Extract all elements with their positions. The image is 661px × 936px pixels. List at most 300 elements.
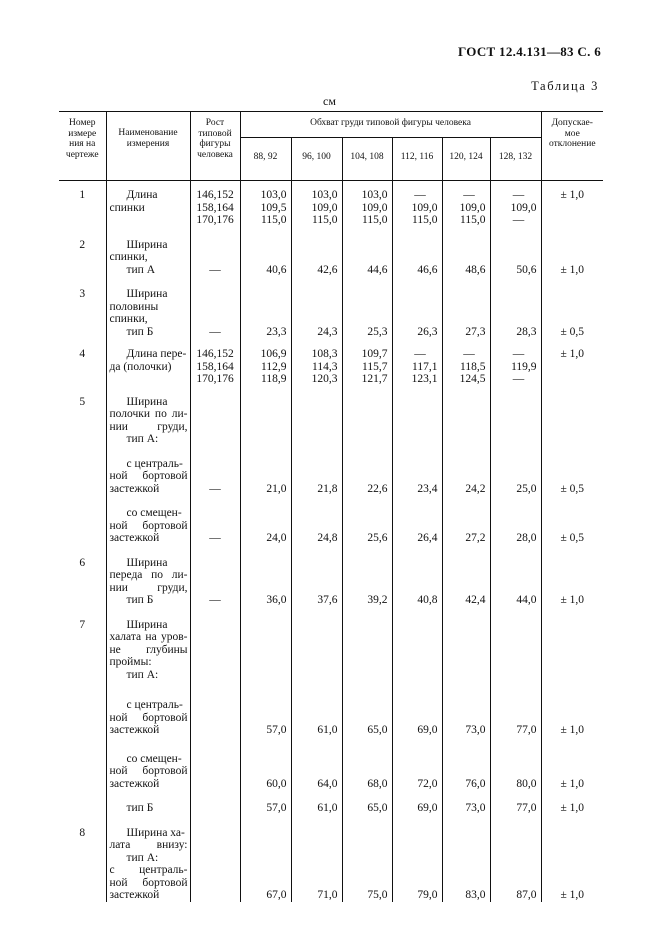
table-row: [59, 815, 603, 902]
tolerance-value: ± 1,0: [560, 802, 585, 814]
row-name-line: ной бортовой: [109, 876, 188, 889]
row-name-line: ной бортовой: [109, 519, 188, 532]
header-line: ния на: [69, 139, 96, 149]
row-name-line: Ширина ха-: [126, 826, 185, 839]
girth-value-cell: [342, 681, 392, 737]
row-name: [106, 545, 190, 607]
girth-value-cell: [291, 607, 342, 682]
row-number: [59, 737, 106, 791]
row-number: [59, 446, 106, 496]
girth-value-cell: [392, 386, 442, 446]
row-name-line: застежкой: [109, 724, 160, 736]
girth-value-cell: [240, 681, 291, 737]
height-value: 170,176: [196, 373, 234, 385]
row-name-line: Длина пере-: [126, 348, 187, 360]
cell-value: —: [414, 348, 426, 360]
girth-value-cell: [392, 181, 442, 227]
table-row: [59, 227, 603, 277]
height-value: —: [209, 263, 221, 276]
height-value: 158,164: [196, 360, 234, 373]
cell-value: 42,6: [317, 263, 338, 276]
girth-value-cell: [240, 227, 291, 277]
girth-value-cell: [442, 386, 490, 446]
header-line: фигуры: [199, 139, 231, 149]
girth-value-cell: [240, 446, 291, 496]
cell-value: 36,0: [266, 594, 287, 606]
cell-value: 39,2: [367, 594, 388, 606]
tolerance-value: ± 1,0: [560, 724, 585, 736]
header-number: [59, 112, 106, 181]
girth-value-cell: [342, 815, 392, 902]
cell-value: 109,0: [510, 201, 537, 214]
tolerance-value: ± 0,5: [560, 482, 585, 495]
girth-value-cell: [442, 276, 490, 338]
header-tolerance: [541, 112, 603, 181]
cell-value: 118,9: [261, 373, 287, 385]
row-name-line: ной бортовой: [109, 711, 188, 724]
header-girth-5: 128, 132: [490, 137, 541, 181]
girth-value-cell: [490, 386, 541, 446]
cell-value: 37,6: [317, 594, 338, 606]
row-tolerance: [541, 607, 603, 682]
row-name-line: со смещен-: [126, 507, 182, 519]
cell-value: 24,2: [465, 482, 486, 495]
row-name-line: Ширина: [126, 395, 168, 408]
girth-value-cell: [442, 227, 490, 277]
girth-value-cell: [342, 227, 392, 277]
header-line: чертеже: [65, 149, 99, 160]
girth-value-cell: [490, 737, 541, 791]
row-name-line: застежкой: [109, 532, 160, 544]
header-number-lines: [59, 118, 106, 160]
cell-value: —: [463, 348, 475, 360]
cell-value: 60,0: [266, 777, 287, 790]
cell-value: 76,0: [465, 777, 486, 790]
cell-value: 103,0: [311, 189, 338, 201]
cell-value: 46,6: [417, 263, 438, 276]
row-height: [190, 495, 240, 545]
row-name-line: со смещен-: [126, 752, 182, 765]
girth-value-cell: [490, 181, 541, 227]
row-tolerance: [541, 681, 603, 737]
girth-value-cell: [240, 181, 291, 227]
girth-value-cell: [442, 545, 490, 607]
table-row: [59, 276, 603, 338]
cell-value: 106,9: [260, 348, 287, 360]
header-name: [106, 112, 190, 181]
girth-value-cell: [442, 446, 490, 496]
row-name-line: застежкой: [109, 777, 160, 790]
row-name: [106, 386, 190, 446]
girth-value-cell: [442, 681, 490, 737]
girth-value-cell: [342, 790, 392, 815]
cell-value: —: [512, 373, 525, 385]
row-name-line: проймы:: [109, 656, 152, 668]
cell-value: 26,4: [417, 532, 438, 544]
row-height: [190, 790, 240, 815]
header-name-lines: [107, 128, 190, 149]
cell-value: 22,6: [367, 482, 388, 495]
girth-value-cell: [392, 227, 442, 277]
row-name-line: тип Б: [126, 802, 154, 814]
row-name-line: переда по ли-: [109, 569, 188, 581]
header-girth-2: 104, 108: [342, 137, 392, 181]
row-name-line: с централь-: [126, 699, 183, 711]
girth-value-cell: [342, 276, 392, 338]
girth-value-cell: [490, 681, 541, 737]
cell-value: 79,0: [417, 889, 438, 901]
cell-value: —: [512, 348, 525, 360]
cell-value: 71,0: [317, 889, 338, 901]
girth-value-cell: [392, 338, 442, 386]
girth-value-cell: [342, 545, 392, 607]
cell-value: 27,3: [465, 325, 486, 338]
row-name-line: Длина: [126, 189, 158, 201]
cell-value: 73,0: [465, 724, 486, 736]
row-height: [190, 446, 240, 496]
row-name-line: спинки: [109, 201, 145, 214]
cell-value: 117,1: [412, 360, 438, 373]
header-line: Наименование: [118, 128, 178, 138]
row-height: [190, 737, 240, 791]
cell-value: 109,0: [361, 201, 388, 214]
cell-value: 21,8: [317, 482, 338, 495]
row-name: [106, 181, 190, 227]
cell-value: 108,3: [311, 348, 338, 360]
cell-value: 115,0: [412, 214, 438, 226]
row-tolerance: [541, 737, 603, 791]
girth-value-cell: [490, 276, 541, 338]
girth-value-cell: [240, 790, 291, 815]
girth-value-cell: [291, 790, 342, 815]
tolerance-value: ± 0,5: [560, 532, 585, 544]
row-number: 8: [79, 826, 86, 839]
header-line: Допускае-: [551, 118, 593, 128]
girth-value-cell: [342, 181, 392, 227]
cell-value: 65,0: [367, 802, 388, 814]
row-tolerance: [541, 790, 603, 815]
girth-value-cell: [342, 737, 392, 791]
row-name: [106, 681, 190, 737]
girth-value-cell: [442, 181, 490, 227]
girth-value-cell: [442, 338, 490, 386]
cell-value: 24,3: [317, 325, 338, 338]
row-name: [106, 446, 190, 496]
cell-value: 114,3: [312, 360, 338, 373]
girth-value-cell: [342, 386, 392, 446]
cell-value: 57,0: [266, 724, 287, 736]
cell-value: 73,0: [465, 802, 486, 814]
cell-value: 67,0: [266, 889, 287, 901]
tolerance-value: ± 1,0: [560, 594, 585, 606]
header-girth-1: 96, 100: [291, 137, 342, 181]
girth-value-cell: [342, 446, 392, 496]
cell-value: 27,2: [465, 532, 486, 544]
cell-value: 28,0: [516, 532, 537, 544]
header-girth-3: 112, 116: [392, 137, 442, 181]
cell-value: 25,0: [516, 482, 537, 495]
row-name: [106, 737, 190, 791]
tolerance-value: ± 1,0: [560, 348, 585, 360]
header-girth-group: Обхват груди типовой фигуры человека: [240, 112, 541, 138]
girth-value-cell: [291, 338, 342, 386]
height-value: —: [209, 594, 221, 606]
header-line: человека: [197, 149, 233, 160]
tolerance-value: ± 1,0: [560, 189, 585, 201]
row-name-line: нии груди,: [109, 581, 188, 594]
cell-value: 77,0: [516, 802, 537, 814]
row-name-line: половины: [109, 300, 159, 313]
girth-value-cell: [442, 607, 490, 682]
tolerance-value: ± 1,0: [560, 889, 585, 901]
cell-value: —: [512, 214, 525, 226]
girth-value-cell: [392, 276, 442, 338]
girth-value-cell: [342, 338, 392, 386]
row-height: [190, 545, 240, 607]
row-tolerance: [541, 446, 603, 496]
header-line: измерения: [126, 138, 170, 149]
row-number: 5: [79, 395, 86, 408]
cell-value: 57,0: [266, 802, 287, 814]
header-line: отклонение: [548, 139, 596, 149]
cell-value: 115,0: [261, 214, 287, 226]
cell-value: 28,3: [516, 325, 537, 338]
girth-value-cell: [490, 545, 541, 607]
row-number: 4: [79, 348, 86, 360]
row-name-line: Ширина: [126, 238, 168, 251]
measurements-table: [59, 111, 603, 902]
tolerance-value: ± 1,0: [560, 777, 585, 790]
row-name-line: не глубины: [109, 643, 188, 656]
height-value: 170,176: [196, 214, 234, 226]
girth-value-cell: [291, 181, 342, 227]
row-height: [190, 181, 240, 227]
height-value: 146,152: [196, 189, 234, 201]
girth-value-cell: [240, 607, 291, 682]
row-number: [59, 681, 106, 737]
row-tolerance: [541, 386, 603, 446]
header-height-lines: [191, 118, 240, 160]
row-name-line: Ширина: [126, 288, 168, 300]
header-line: Рост: [205, 118, 225, 128]
row-name-line: тип Б: [126, 594, 154, 606]
row-name-line: тип А: [126, 263, 156, 276]
table-row: [59, 545, 603, 607]
cell-value: 40,6: [266, 263, 287, 276]
header-line: мое: [564, 128, 580, 139]
row-number: 3: [79, 288, 86, 300]
row-number: 2: [79, 238, 86, 251]
table-row: [59, 338, 603, 386]
row-number: 1: [79, 189, 86, 201]
header-height: [190, 112, 240, 181]
cell-value: 109,0: [411, 201, 438, 214]
row-name: [106, 227, 190, 277]
cell-value: 83,0: [465, 889, 486, 901]
row-height: [190, 276, 240, 338]
cell-value: 103,0: [361, 189, 388, 201]
girth-value-cell: [392, 681, 442, 737]
cell-value: 103,0: [260, 189, 287, 201]
table-row: [59, 386, 603, 446]
girth-value-cell: [392, 446, 442, 496]
girth-value-cell: [490, 227, 541, 277]
row-tolerance: [541, 495, 603, 545]
row-name: [106, 338, 190, 386]
cell-value: 115,7: [362, 360, 388, 373]
height-value: —: [209, 532, 221, 544]
row-number: [59, 495, 106, 545]
cell-value: 64,0: [317, 777, 338, 790]
girth-value-cell: [392, 495, 442, 545]
row-name-line: Ширина: [126, 618, 168, 631]
row-name-line: с централь-: [126, 457, 183, 470]
row-name: [106, 495, 190, 545]
girth-value-cell: [291, 681, 342, 737]
cell-value: 24,8: [317, 532, 338, 544]
cell-value: 124,5: [459, 373, 486, 385]
row-height: [190, 815, 240, 902]
row-name-line: лата внизу:: [109, 839, 188, 851]
row-tolerance: [541, 545, 603, 607]
row-name-line: тип А:: [126, 851, 159, 864]
unit-label: см: [323, 94, 336, 108]
table-row: [59, 790, 603, 815]
cell-value: —: [463, 189, 475, 201]
cell-value: 44,0: [516, 594, 537, 606]
row-number: [59, 790, 106, 815]
table-row: [59, 181, 603, 227]
cell-value: 42,4: [465, 594, 486, 606]
girth-value-cell: [291, 545, 342, 607]
cell-value: 77,0: [516, 724, 537, 736]
row-name-line: тип А:: [126, 668, 159, 681]
tolerance-value: ± 1,0: [560, 263, 585, 276]
cell-value: 69,0: [417, 802, 438, 814]
row-name-line: тип Б: [126, 325, 154, 338]
height-value: 146,152: [196, 348, 234, 360]
row-tolerance: [541, 815, 603, 902]
row-height: [190, 227, 240, 277]
row-tolerance: [541, 181, 603, 227]
girth-value-cell: [240, 545, 291, 607]
header-girth-0: 88, 92: [240, 137, 291, 181]
girth-value-cell: [291, 495, 342, 545]
cell-value: 119,9: [511, 360, 537, 373]
cell-value: 44,6: [367, 263, 388, 276]
cell-value: 123,1: [411, 373, 438, 385]
header-line: типовой: [198, 128, 232, 139]
cell-value: 23,4: [417, 482, 438, 495]
row-tolerance: [541, 276, 603, 338]
header-line: измере: [68, 128, 97, 139]
girth-value-cell: [490, 495, 541, 545]
row-name-line: ной бортовой: [109, 470, 188, 482]
row-height: [190, 681, 240, 737]
girth-value-cell: [291, 446, 342, 496]
cell-value: 80,0: [516, 777, 537, 790]
row-tolerance: [541, 338, 603, 386]
girth-value-cell: [291, 386, 342, 446]
height-value: —: [209, 482, 221, 495]
row-name: [106, 790, 190, 815]
cell-value: 109,0: [311, 201, 338, 214]
girth-value-cell: [240, 338, 291, 386]
girth-value-cell: [342, 607, 392, 682]
girth-value-cell: [240, 737, 291, 791]
cell-value: 25,3: [367, 325, 388, 338]
cell-value: 68,0: [367, 777, 388, 790]
row-name-line: да (полочки): [109, 360, 172, 373]
cell-value: 118,5: [460, 360, 486, 373]
table-row: [59, 607, 603, 682]
header-tolerance-lines: [542, 118, 604, 150]
table-row: [59, 681, 603, 737]
cell-value: 121,7: [361, 373, 388, 385]
table-caption: Таблица 3: [531, 79, 599, 93]
girth-value-cell: [490, 338, 541, 386]
cell-value: 72,0: [417, 777, 438, 790]
cell-value: 109,5: [260, 201, 287, 214]
girth-value-cell: [291, 737, 342, 791]
girth-value-cell: [392, 790, 442, 815]
cell-value: —: [414, 189, 426, 201]
cell-value: 109,0: [459, 201, 486, 214]
cell-value: 109,7: [361, 348, 388, 360]
row-name-line: Ширина: [126, 556, 168, 569]
girth-value-cell: [240, 815, 291, 902]
row-name-line: ной бортовой: [109, 765, 188, 777]
girth-value-cell: [490, 815, 541, 902]
cell-value: 69,0: [417, 724, 438, 736]
row-name-line: спинки,: [109, 313, 148, 325]
cell-value: 25,6: [367, 532, 388, 544]
cell-value: 21,0: [266, 482, 287, 495]
cell-value: 23,3: [266, 325, 287, 338]
table-row: [59, 495, 603, 545]
tolerance-value: ± 0,5: [560, 325, 585, 338]
table-row: [59, 737, 603, 791]
cell-value: 50,6: [516, 263, 537, 276]
cell-value: 61,0: [317, 802, 338, 814]
girth-value-cell: [442, 815, 490, 902]
height-value: 158,164: [196, 201, 234, 214]
row-name-line: полочки по ли-: [109, 408, 188, 420]
girth-value-cell: [392, 737, 442, 791]
cell-value: 75,0: [367, 889, 388, 901]
row-name: [106, 607, 190, 682]
cell-value: 115,0: [460, 214, 486, 226]
row-name-line: тип А:: [126, 433, 159, 445]
header-line: Номер: [69, 118, 96, 128]
girth-value-cell: [342, 495, 392, 545]
cell-value: 115,0: [312, 214, 338, 226]
girth-value-cell: [291, 276, 342, 338]
cell-value: —: [512, 189, 525, 201]
cell-value: 112,9: [261, 360, 287, 373]
row-name-line: застежкой: [109, 889, 160, 901]
cell-value: 115,0: [362, 214, 388, 226]
height-value: —: [209, 325, 221, 338]
girth-value-cell: [392, 545, 442, 607]
girth-value-cell: [291, 227, 342, 277]
table-row: [59, 446, 603, 496]
row-name-line: застежкой: [109, 482, 160, 495]
row-name-line: нии груди,: [109, 420, 188, 433]
girth-value-cell: [392, 607, 442, 682]
girth-value-cell: [442, 737, 490, 791]
cell-value: 24,0: [266, 532, 287, 544]
